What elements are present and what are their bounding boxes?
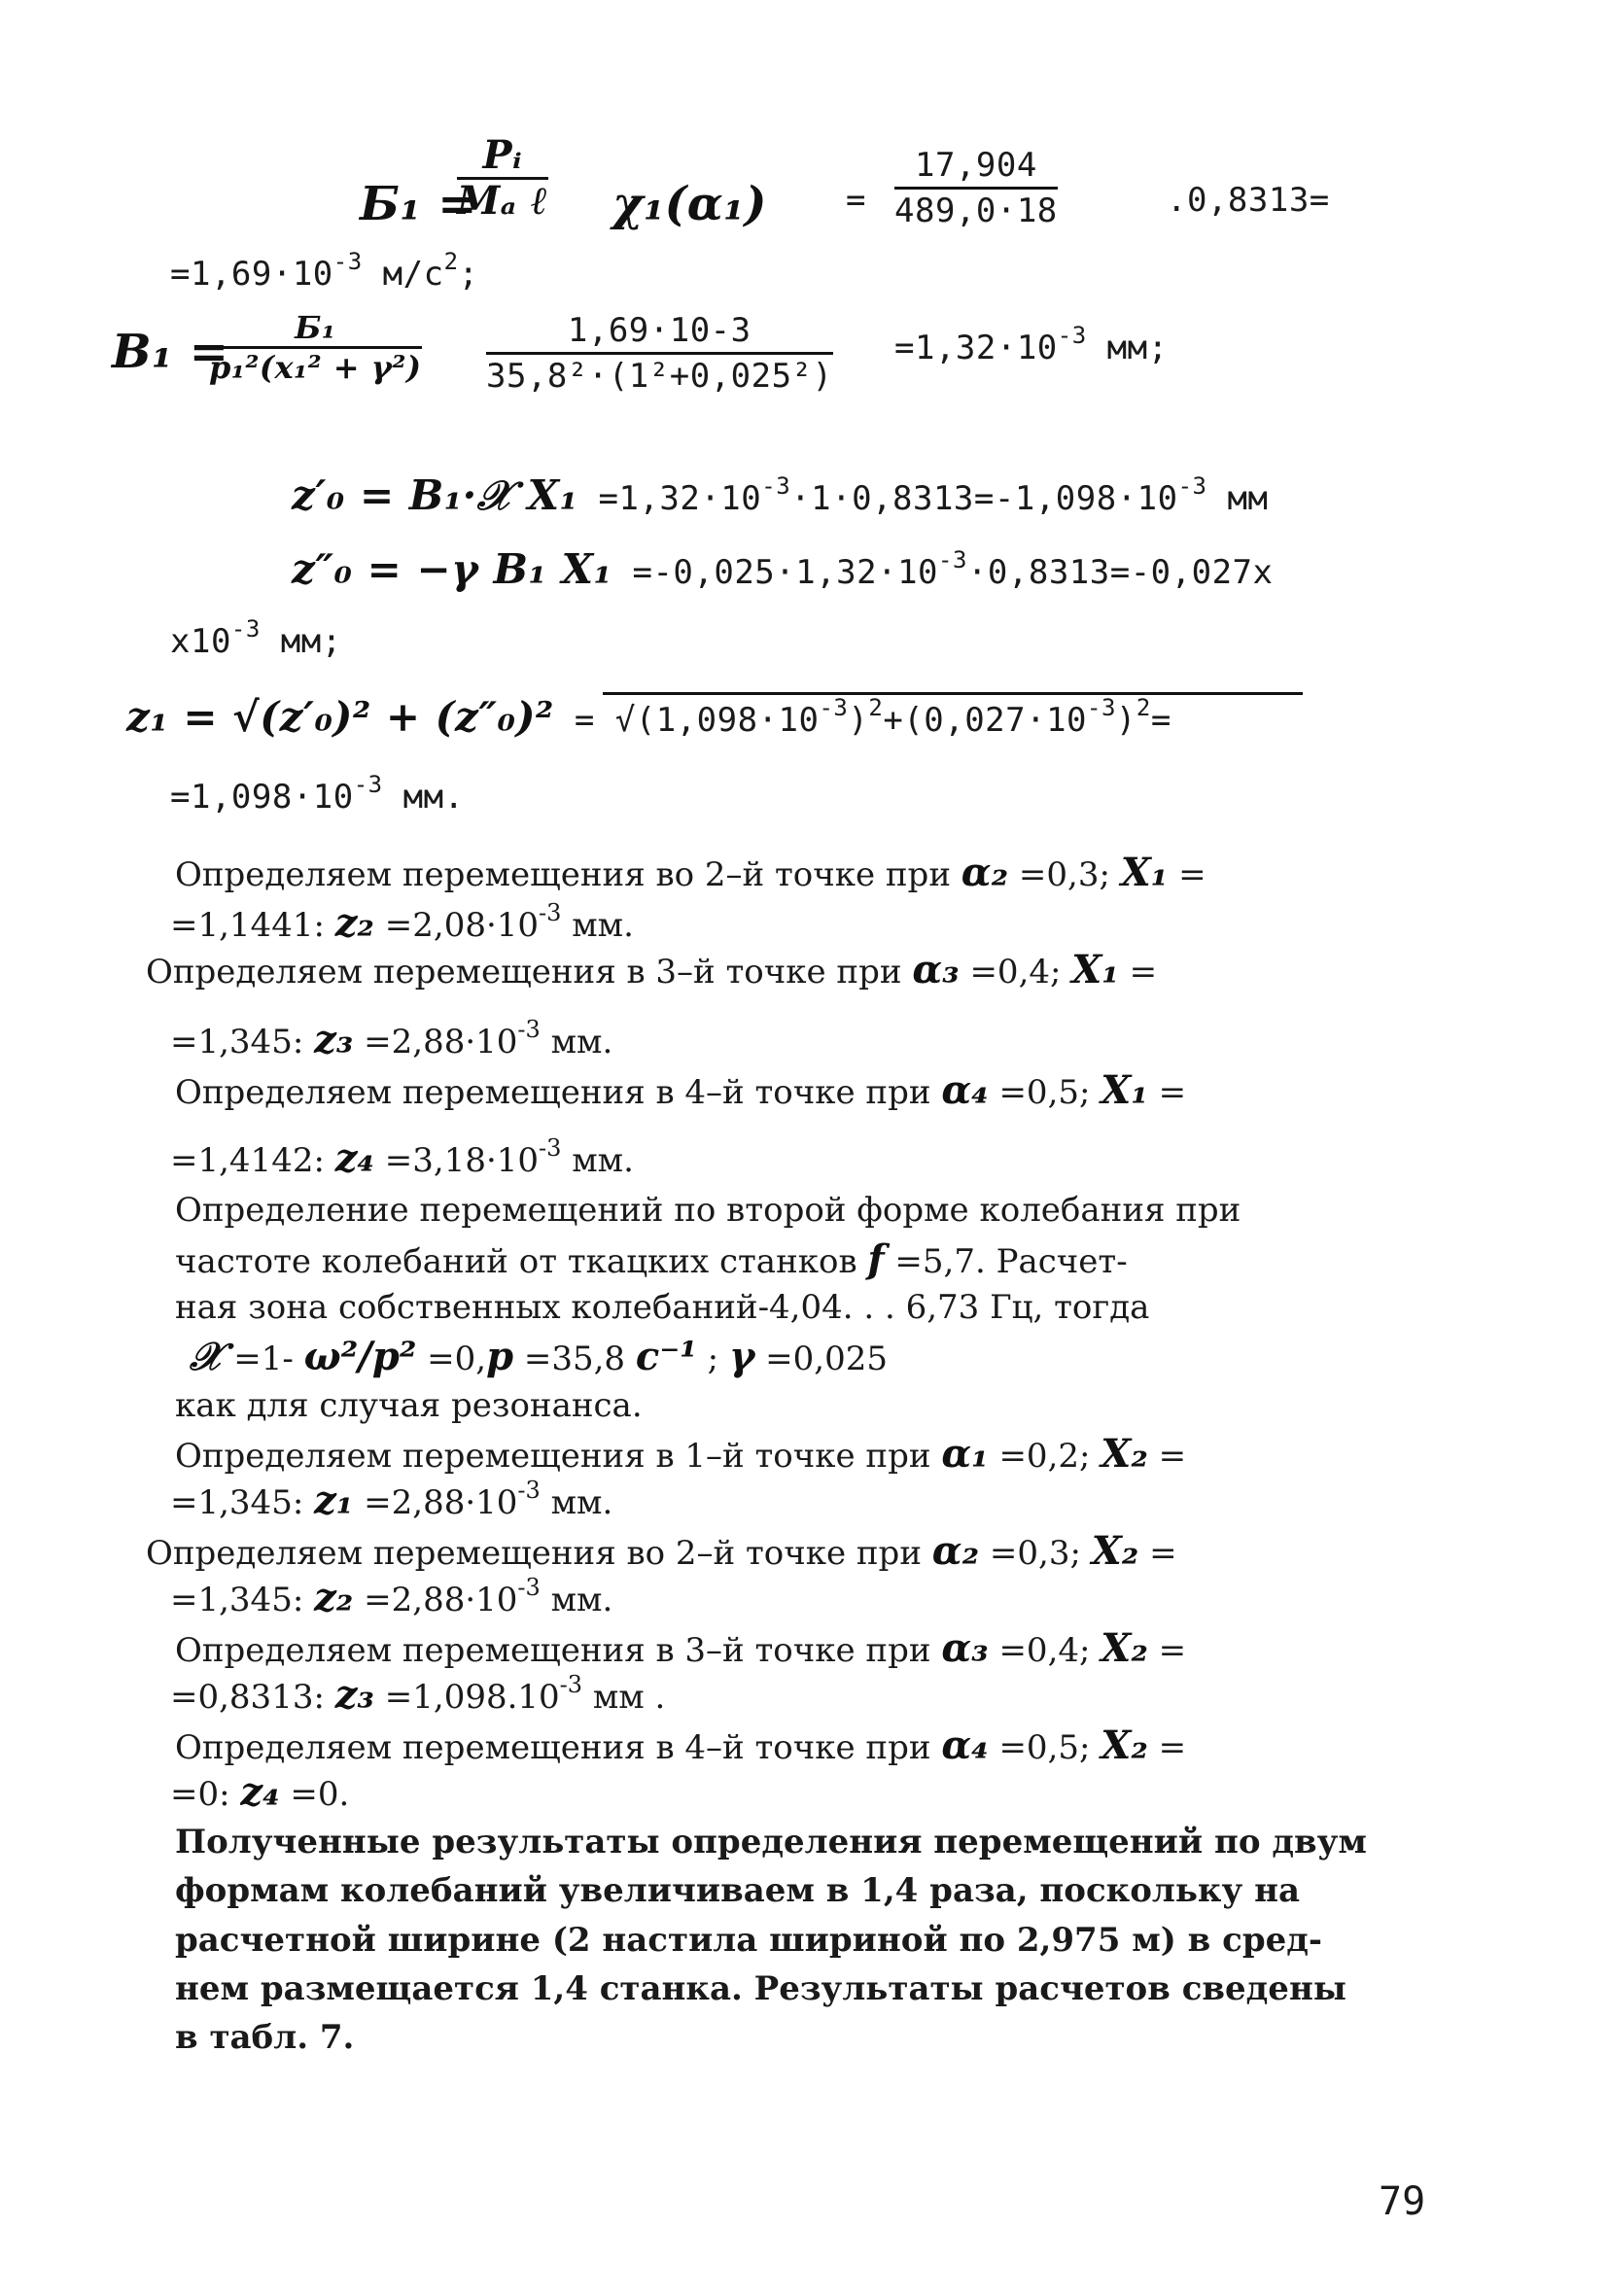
equation-z0-prime-mid: ·1·0,8313=-1,098·10	[790, 479, 1178, 518]
equation-z1-value: = √(1,098·10	[574, 701, 820, 740]
equation-z0-cont-value: x10	[170, 622, 231, 661]
final-paragraph-line: расчетной ширине (2 настила шириной по 2,975 м) в сред-	[175, 1921, 1323, 1960]
equation-z1-result-exp: -3	[353, 771, 383, 798]
equation-B1-numerator: 1,69·10-3	[486, 311, 833, 355]
equation-b1-result-end: ;	[458, 255, 479, 294]
paragraph-mid4: ;	[696, 1339, 729, 1378]
line-end: мм.	[540, 1483, 613, 1522]
equation-B1-handwritten-fraction	[209, 311, 422, 384]
line-text: Определяем перемещения в 1–й точке при	[175, 1437, 942, 1476]
paragraph-hw-f: f	[867, 1236, 885, 1282]
equation-z0-double-prime-cont	[170, 615, 342, 661]
line-end: мм.	[540, 1581, 613, 1619]
line-hw-x: X₂	[1101, 1722, 1148, 1768]
paragraph-end: =0,025	[754, 1339, 888, 1378]
line-hw-alpha: α₂	[931, 1528, 980, 1574]
equation-z0-double-prime-value: =-0,025·1,32·10	[632, 553, 939, 592]
line-hw-x: X₂	[1091, 1528, 1139, 1574]
line-text: =1,345:	[170, 1581, 315, 1619]
line-hw-alpha: α₄	[941, 1067, 989, 1113]
paragraph-mid1: =1-	[223, 1339, 304, 1378]
equation-b1-denominator: 489,0·18	[894, 191, 1058, 230]
paragraph-line: ная зона собственных колебаний-4,04. . . 6,73 Гц, тогда	[175, 1288, 1150, 1327]
text-line	[170, 1769, 350, 1815]
text-line	[170, 1671, 666, 1718]
equation-b1-hw-numerator: Pᵢ	[457, 136, 548, 180]
equation-B1-tail-exponent: -3	[1057, 322, 1087, 349]
equation-b1-factor: χ₁(α₁)	[612, 177, 767, 231]
equation-b1-result	[170, 248, 479, 294]
line-text: Определяем перемещения в 3–й точке при	[175, 1631, 942, 1670]
text-line	[175, 850, 1206, 895]
equation-b1-tail: .0,8313=	[1167, 181, 1330, 220]
equation-z0-double-prime-tail: ·0,8313=-0,027x	[966, 553, 1274, 592]
equation-z1-paren1: )	[848, 701, 869, 740]
paragraph-line: Определение перемещений по второй форме колебания при	[175, 1191, 1241, 1230]
equation-B1-tail-value: =1,32·10	[894, 329, 1058, 367]
equation-B1-denominator: 35,8²·(1²+0,025²)	[486, 357, 833, 396]
line-end: =	[1147, 1437, 1187, 1476]
line-hw-alpha: α₄	[941, 1722, 989, 1768]
equation-b1-equals: =	[846, 181, 866, 220]
line-text: =0,8313:	[170, 1678, 335, 1717]
equation-z1-result-value: =1,098·10	[170, 778, 354, 817]
line-exp: -3	[517, 1016, 541, 1043]
line-mid: =2,08·10	[373, 906, 540, 945]
text-line	[146, 947, 1158, 992]
equation-z0-prime-unit: мм	[1206, 479, 1269, 518]
line-end: =	[1138, 1534, 1177, 1573]
line-hw-x: X₁	[1101, 1067, 1148, 1113]
equation-z0-prime-hw: z′₀ = B₁·𝒳 X₁	[292, 471, 578, 519]
equation-z1-end: =	[1150, 701, 1171, 740]
equation-z0-double-prime	[292, 545, 1274, 593]
line-text: Определяем перемещения в 4–й точке при	[175, 1073, 942, 1112]
line-mid: =2,88·10	[353, 1581, 518, 1619]
paragraph-hw-chi: 𝒳	[190, 1334, 224, 1379]
line-mid: =2,88·10	[353, 1023, 518, 1061]
line-text: =1,1441:	[170, 906, 335, 945]
equation-b1-result-value: =1,69·10	[170, 255, 333, 294]
text-line	[170, 899, 634, 946]
final-paragraph-line: нем размещается 1,4 станка. Результаты расчетов сведены	[175, 1969, 1346, 2008]
equation-b1-numerator: 17,904	[894, 146, 1058, 190]
line-hw-x: X₂	[1101, 1625, 1148, 1671]
equation-z1-exp3: -3	[1087, 694, 1116, 721]
paragraph-hw-gamma: γ	[728, 1334, 755, 1379]
line-text: =1,345:	[170, 1483, 315, 1522]
equation-z1-paren2: )	[1115, 701, 1136, 740]
line-text: =1,345:	[170, 1023, 315, 1061]
line-exp: -3	[539, 899, 562, 926]
line-end: мм.	[561, 906, 634, 945]
equation-z0-prime-exp1: -3	[761, 472, 791, 500]
equation-b1-fraction	[894, 146, 1058, 230]
final-paragraph-line: в табл. 7.	[175, 2018, 355, 2057]
line-exp: -3	[517, 1477, 541, 1504]
paragraph-hw-p: p	[486, 1334, 514, 1379]
line-mid: =0,5;	[988, 1073, 1101, 1112]
line-hw-z: z₁	[314, 1478, 354, 1523]
line-exp: -3	[539, 1134, 562, 1162]
line-hw-z: z₃	[334, 1672, 374, 1718]
equation-B1-tail	[894, 322, 1169, 367]
page-number: 79	[1379, 2179, 1426, 2224]
equation-z1-exp4: 2	[1136, 694, 1151, 721]
line-hw-z: z₃	[314, 1017, 354, 1062]
line-mid: =2,88·10	[353, 1483, 518, 1522]
paragraph-mid2: =0,	[416, 1339, 487, 1378]
line-mid: =0,4;	[988, 1631, 1101, 1670]
text-line	[175, 1722, 1187, 1768]
equation-z1-hw: z₁ = √(z′₀)² + (z″₀)²	[126, 693, 554, 741]
equation-z0-double-prime-hw: z″₀ = −γ B₁ X₁	[292, 545, 612, 593]
final-paragraph-line: формам колебаний увеличиваем в 1,4 раза, поскольку на	[175, 1871, 1300, 1910]
equation-z0-double-prime-exp: -3	[938, 546, 967, 574]
line-end: =	[1147, 1728, 1187, 1767]
line-hw-alpha: α₃	[941, 1625, 989, 1671]
equation-z1-exp2: 2	[868, 694, 884, 721]
text-line	[170, 1574, 613, 1620]
line-hw-x: X₂	[1101, 1431, 1148, 1477]
line-hw-x: X₁	[1071, 947, 1119, 992]
equation-z1-result-unit: мм.	[382, 778, 465, 817]
line-hw-z: z₂	[314, 1575, 354, 1620]
line-end: =	[1147, 1073, 1187, 1112]
equation-b1-result-unit-exponent: 2	[443, 248, 459, 275]
equation-b1-hw-denominator: Mₐ ℓ	[457, 178, 548, 224]
line-text: =0:	[170, 1775, 241, 1814]
paragraph-hw-omega: ω²/p²	[303, 1334, 417, 1379]
line-text: Определяем перемещения в 3–й точке при	[146, 953, 913, 991]
equation-z1-result	[170, 771, 465, 817]
text-line	[170, 1016, 613, 1062]
text-line	[146, 1528, 1177, 1574]
line-exp: -3	[517, 1574, 541, 1601]
equation-z0-prime	[292, 471, 1269, 519]
line-end: мм.	[561, 1141, 634, 1180]
paragraph-hw-c: c⁻¹	[635, 1334, 697, 1379]
line-text: Определяем перемещения в 4–й точке при	[175, 1728, 942, 1767]
line-hw-alpha: α₃	[912, 947, 960, 992]
paragraph-text: частоте колебаний от ткацких станков	[175, 1242, 868, 1281]
line-hw-z: z₄	[334, 1135, 374, 1181]
line-hw-alpha: α₂	[961, 850, 1009, 895]
line-text: Определяем перемещения во 2–й точке при	[175, 855, 961, 894]
equation-B1-tail-unit: мм;	[1086, 329, 1169, 367]
equation-b1-result-exponent: -3	[332, 248, 363, 275]
text-line	[175, 1625, 1187, 1671]
equation-z0-cont-unit: мм;	[260, 622, 342, 661]
equation-z1-radical-bar	[603, 692, 1303, 695]
equation-B1-lhs: B₁ =	[112, 325, 229, 379]
equation-z0-prime-exp2: -3	[1177, 472, 1207, 500]
equation-z1-mid: +(0,027·10	[883, 701, 1088, 740]
text-line	[170, 1477, 613, 1523]
final-paragraph-line: Полученные результаты определения перемещений по двум	[175, 1823, 1367, 1861]
equation-b1-handwritten-fraction	[457, 132, 548, 224]
paragraph-text-end: =5,7. Расчет-	[884, 1242, 1128, 1281]
line-end: мм .	[582, 1678, 666, 1717]
equation-z0-prime-value: =1,32·10	[598, 479, 762, 518]
equation-b1-result-unit: м/с	[362, 255, 444, 294]
equation-z1-exp1: -3	[819, 694, 849, 721]
equation-B1-hw-denominator: p₁²(x₁² + γ²)	[209, 349, 422, 386]
equation-B1-hw-numerator: Б₁	[209, 311, 422, 349]
line-hw-alpha: α₁	[941, 1431, 989, 1477]
line-hw-x: X₁	[1120, 850, 1169, 895]
paragraph-mid3: =35,8	[513, 1339, 636, 1378]
paragraph-line	[190, 1334, 888, 1379]
equation-b1-lhs: Б₁ =	[360, 177, 477, 231]
line-mid: =0.	[279, 1775, 350, 1814]
line-end: =	[1168, 855, 1206, 894]
line-mid: =1,098.10	[373, 1678, 560, 1717]
line-hw-z: z₂	[334, 900, 374, 946]
line-exp: -3	[559, 1671, 583, 1698]
text-line	[175, 1431, 1187, 1477]
line-mid: =3,18·10	[373, 1141, 540, 1180]
equation-z0-cont-exp: -3	[230, 615, 261, 643]
line-mid: =0,4;	[959, 953, 1072, 991]
paragraph-line: как для случая резонанса.	[175, 1386, 643, 1425]
line-text: =1,4142:	[170, 1141, 335, 1180]
line-mid: =0,3;	[1008, 855, 1121, 894]
line-text: Определяем перемещения во 2–й точке при	[146, 1534, 932, 1573]
line-mid: =0,3;	[979, 1534, 1092, 1573]
line-hw-z: z₄	[240, 1769, 280, 1815]
line-end: =	[1147, 1631, 1187, 1670]
line-mid: =0,5;	[988, 1728, 1101, 1767]
equation-B1-fraction	[486, 311, 833, 396]
line-end: мм.	[540, 1023, 613, 1061]
paragraph-line	[175, 1236, 1128, 1282]
equation-z1	[126, 693, 1171, 741]
text-line	[170, 1134, 634, 1181]
line-end: =	[1118, 953, 1158, 991]
text-line	[175, 1067, 1187, 1113]
line-mid: =0,2;	[988, 1437, 1101, 1476]
